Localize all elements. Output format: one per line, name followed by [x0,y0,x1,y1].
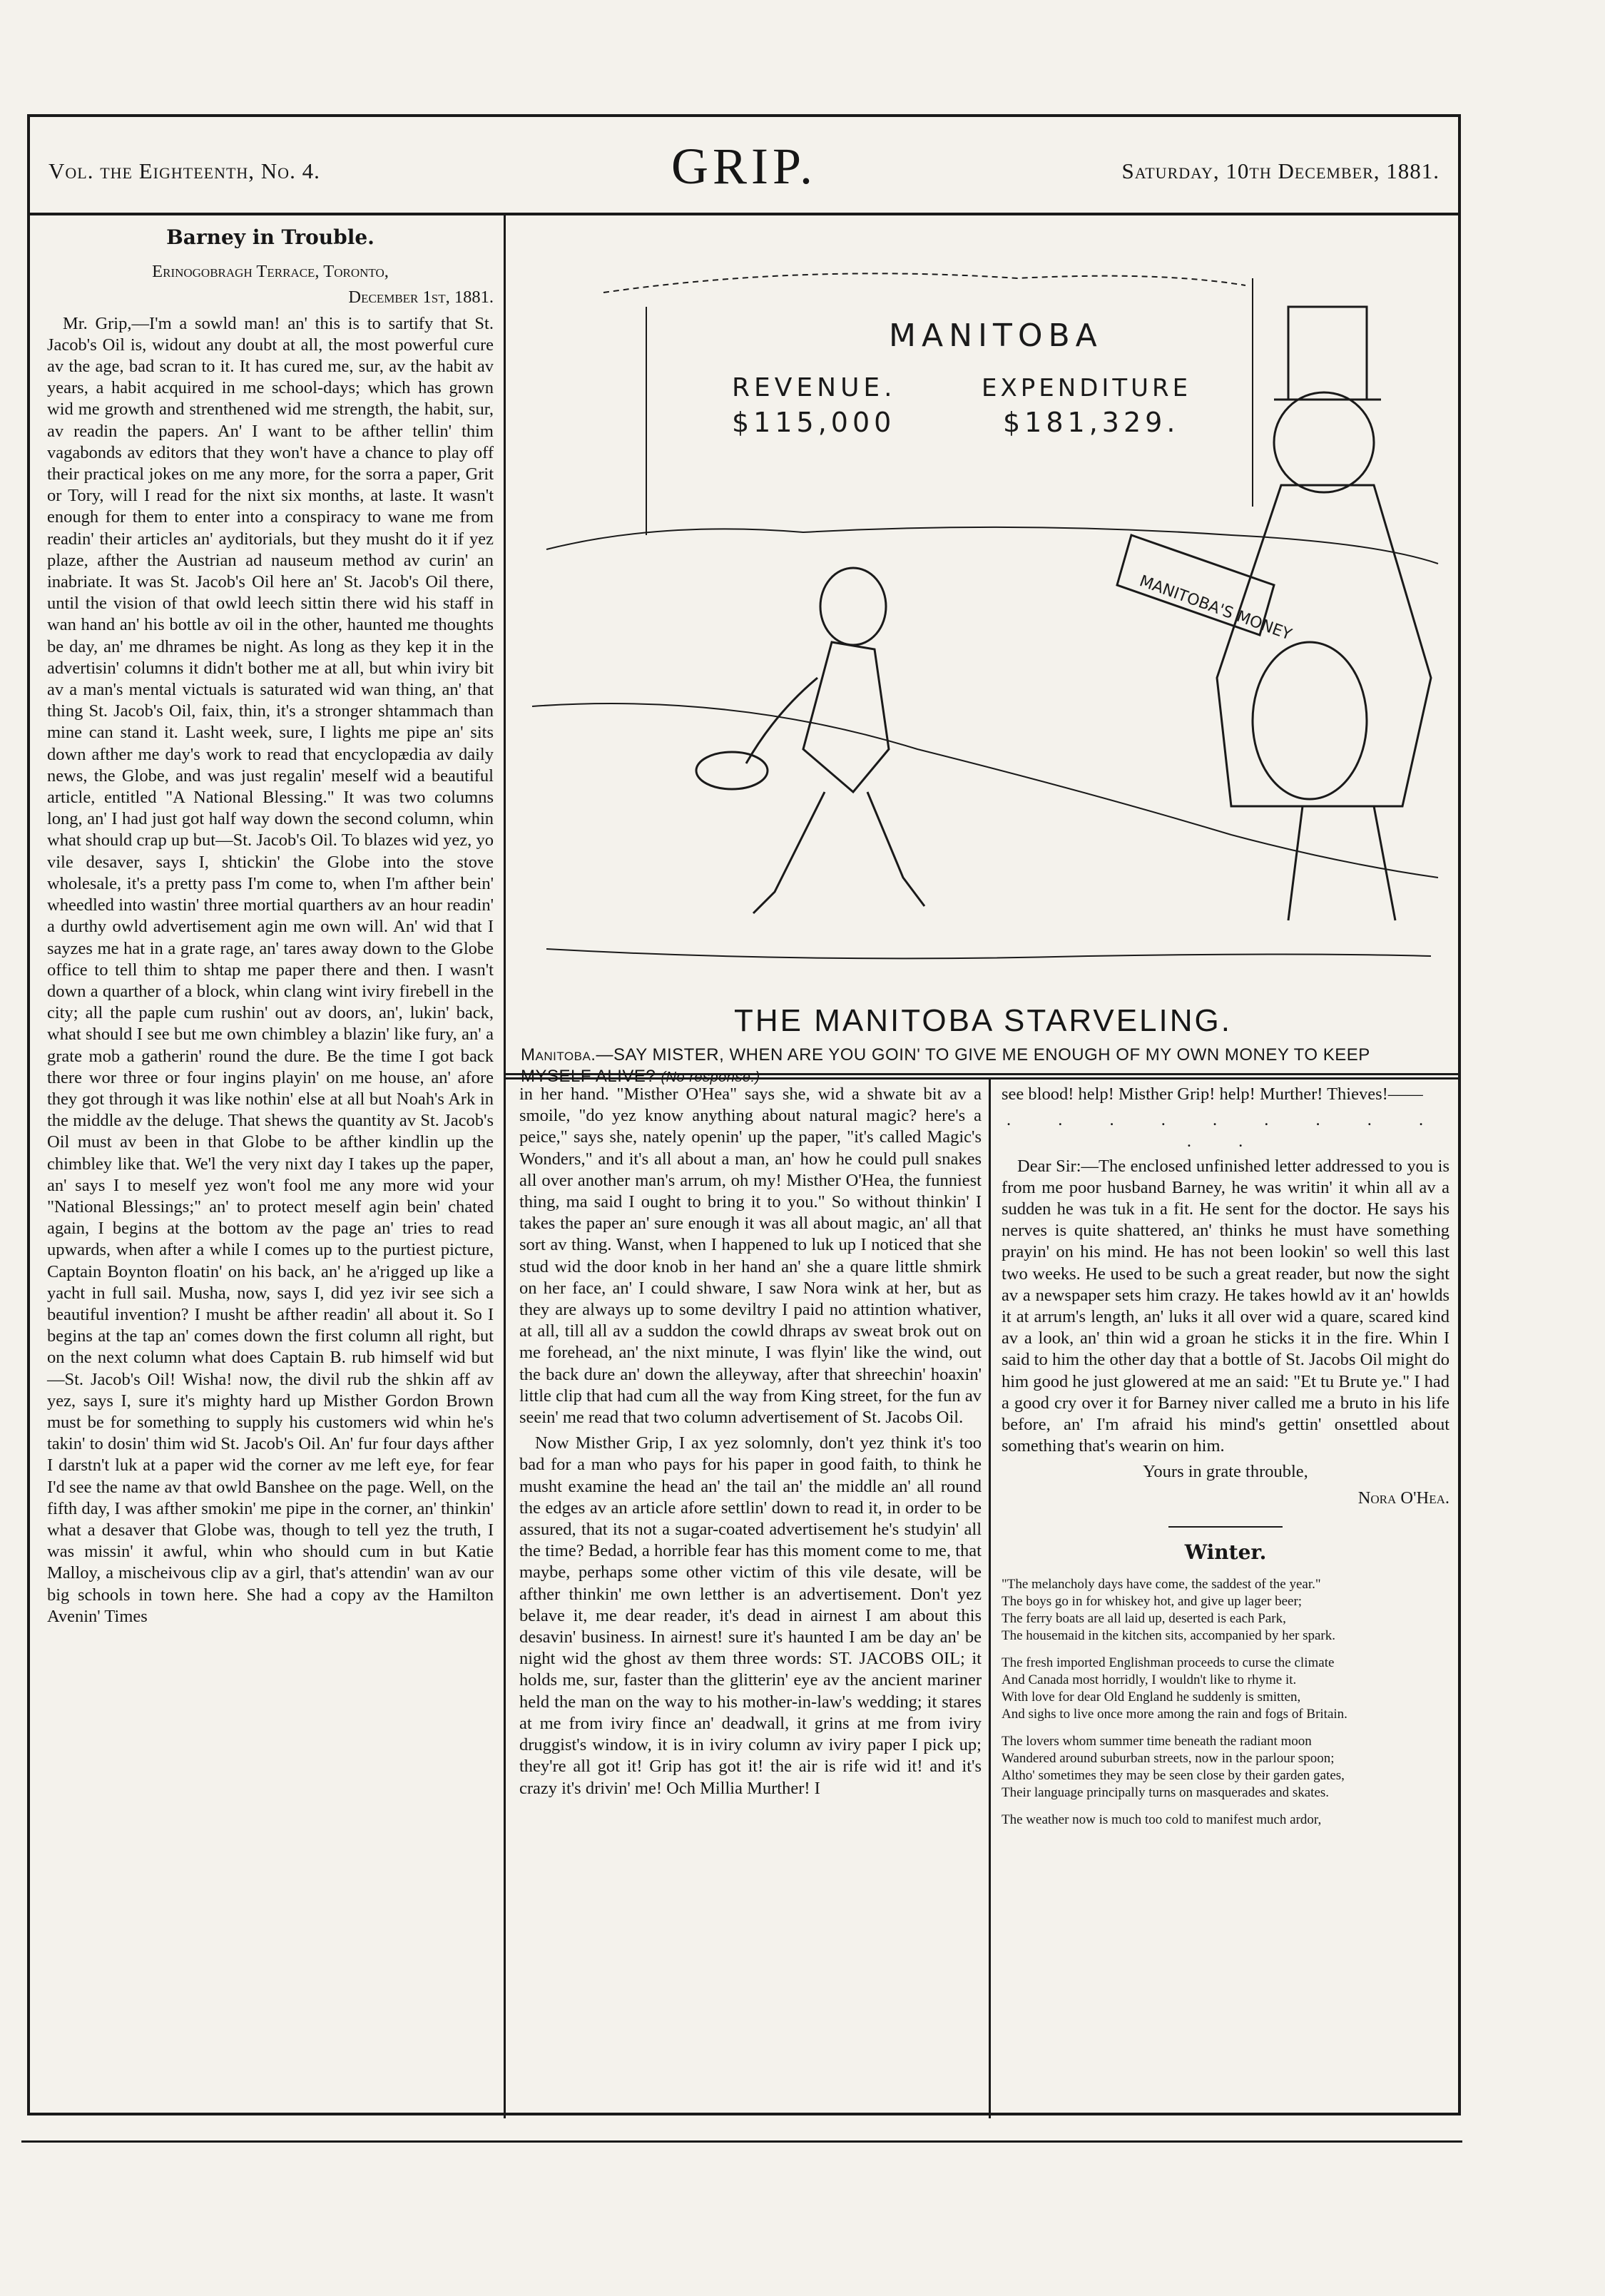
poem-stanza [1002,1576,1449,1645]
cartoon-caption [521,1045,1445,1088]
poem-line: The ferry boats are all laid up, deserted is each Park, [1002,1611,1286,1627]
poem-line: The fresh imported Englishman proceeds to curse the climate [1002,1655,1335,1671]
newspaper-title: GRIP. [671,138,817,195]
letter-signature: Nora O'Hea. [1357,1488,1449,1508]
poem-line: Their language principally turns on masquerades and skates. [1002,1785,1330,1801]
poem-line: With love for dear Old England he suddenly is smitten, [1002,1690,1301,1705]
revenue-label: REVENUE. [732,373,897,402]
revenue-value: $115,000 [732,407,896,438]
letter-paragraph: Dear Sir:—The enclosed unfinished letter addressed to you is from me poor husband Barney, he was writin' it whin all av a sudden he was tuk in a fit. He sent for the doctor. He says his nerves is quite shattered, an' thinks he must have something prayin' on his mind. He has not been lookin' so well this last two weeks. He used to be such a great reader, but now the sight av a newspaper sets him crazy. He takes howld av it an' howlds it at arrum's length, an' luks it all over wid a quare, scared kind av a look, an' thin wid a groan he sticks it in the fire. Whin I said to him the other day that a bottle of St. Jacobs Oil might do him good he just glowered at me an said: "Et tu Brute ye." I had a good cry over it for Barney niver called me a bruto in his life before, an' I'm afraid his mind's gettin' onsettled about something that's wearin on him. [1002,1156,1449,1456]
money-bag-label: MANITOBA'S MONEY [1136,572,1294,644]
poem-stanza [1002,1733,1449,1802]
article-column-2 [519,1084,982,1804]
article-column-1 [47,224,494,1632]
page-bottom-rule [21,2140,1462,2145]
issue-date: Saturday, 10th December, 1881. [1121,158,1440,183]
column-rule-2 [989,1077,991,2118]
column-rule-1 [504,213,506,2118]
expenditure-value: $181,329. [1003,407,1180,438]
caption-text: —SAY MISTER, WHEN ARE YOU GOIN' TO GIVE ME ENOUGH OF MY OWN MONEY TO KEEP MYSELF ALIVE? [521,1045,1370,1086]
poem-line: And Canada most horridly, I wouldn't like to rhyme it. [1002,1672,1297,1688]
cartoon-illustration [518,250,1448,989]
poem-body [1002,1576,1449,1829]
poem-stanza [1002,1655,1449,1723]
article-address: Erinogobragh Terrace, Toronto, [152,262,389,282]
poem-line: The boys go in for whiskey hot, and give up lager beer; [1002,1594,1303,1610]
letter-closing: Yours in grate throuble, [1143,1462,1308,1482]
sign-title: MANITOBA [889,318,1103,354]
volume-number: Vol. the Eighteenth, No. 4. [49,158,320,183]
ellipsis-divider: . . . . . . . . . . . [1006,1110,1445,1152]
cartoon-caption-title: THE MANITOBA STARVELING. [734,1003,1232,1038]
section-divider [1168,1526,1283,1528]
article-column-3 [1002,1084,1449,1839]
cartoon-drawing [518,250,1448,989]
poem-line: Wandered around suburban streets, now in the parlour spoon; [1002,1751,1335,1767]
article-paragraph: Mr. Grip,—I'm a sowld man! an' this is to sartify that St. Jacob's Oil is, widout any doubt at all, the most powerful cure av the age, bad scran to it. It has cured me, sur, av the habit av years, a habit acquired in me school-days; which has grown wid me growth and strenthened wid me strength, the habit, sur, av readin the papers. An' I want to be afther tellin' thim vagabonds av editors that they won't have a chance to play off their practical jokes on me any more, for the sorra a paper, Grit or Tory, will I read for the nixt six months, at laste. It wasn't enough for them to enter into a conspiracy to wane me from readin' their articles an' ayditorials, but they musht do it if yez plaze, afther the Austrian ad nauseum method av curin' an inabriate. It was St. Jacob's Oil here an' St. Jacob's Oil there, until the vision of that owld leech sittin there wid his staff in wan hand an' his bottle av oil in the other, haunted me thoughts be day, an' me dhrames be night. As long as they kep it in the advertisin' columns it didn't bother me at all, but whin iviry bit av a man's mental victuals is saturated wid wan thing, an' that thing St. Jacob's Oil, faix, thin, it's a stronger shtammach than mine can stand it. Lasht week, sure, I lights me pipe an' sits down afther me day's work to read that encyclopædia av daily news, the Globe, and was just regalin' meself wid a beautiful article, entitled "A National Blessing." It was two columns long, an' I had just got half way down the second column, whin what should crap up but—St. Jacob's Oil. To blazes wid yez, yo vile desaver, says I, shtickin' the Globe into the stove wholesale, it's a pretty pass I'm come to, when I'm afther bein' wheedled into wastin' three mortial quarthers av an hour readin' a durthy owld advertisement agin me own will. An' wid that I sayzes me hat in a grate rage, an' tares away down to the Globe office to tell thim to shtap me paper there and then. I wasn't down a quarther of a block, whin clang wint iviry firebell in the city; all the paple cum rushin' out av doors, an', lukin' back, what should I see but me own chimbley a blazin' like fury, an' a grate mob a gatherin' round the dure. Be the time I got back there wor three or four ingins playin' on me house, an' afore they got through it was like nothin' else at all but Noah's Ark in the middle av the deluge. That shews the quantity av St. Jacob's Oil must av been in that Globe to be afther kindlin up the chimbley like that. We'l the very nixt day I takes up the paper, an' says I to meself yez won't fool me any more wid your "National Blessings;" an' to protect meself agin bein' chated again, I begins at the bottom av the page an' tries to read upwards, when after a while I comes up to the purtiest picture, Captain Boynton floatin' on his back, an' he a'rigged up like a yacht in full sail. Musha, now, says I, did yez ivir see sich a beautiful invention? I musht be afther readin' all about it. So I begins at the tap an' comes down the first column all right, but on the next column what does Captain B. rub himself wid but—St. Jacob's Oil! Wisha! now, the divil rub the shkin aff av yez, says I, sure it's mighty hard up Misther Gordon Brown must be for something to supply his customers wid whin he's takin' to dosin' thim wid St. Jacob's Oil. An' fur four days afther I darstn't luk at a paper wid the corner av me left eye, for fear I'd see the name av that owld Banshee on the page. Well, on the fifth day, I was afther smokin' me pipe in the corner, an' thinkin' what a desaver that Globe was, though to tell yez the truth, I was missin' it awful, whin who should cum in but Katie Malloy, a mischeivous clip av a girl, that's attendin' wan av our big schools in town here. She had a copy av the Hamilton Avenin' Times [47,313,494,1626]
article-date: December 1st, 1881. [348,288,494,308]
masthead [30,117,1458,215]
caption-note: (No response.) [661,1070,760,1085]
poem-line: "The melancholy days have come, the saddest of the year." [1002,1577,1321,1593]
article-title: Barney in Trouble. [166,225,374,249]
expenditure-label: EXPENDITURE [982,374,1192,402]
poem-line: The lovers whom summer time beneath the radiant moon [1002,1734,1312,1749]
caption-speaker: Manitoba. [521,1045,596,1065]
article-paragraph: Now Misther Grip, I ax yez solomnly, don't yez think it's too bad for a man who pays for his paper in good faith, to think he musht examine the head an' the tail an' the middle an' all round the edges av an article afore settlin' down to read it, in order to be assured, that its not a sugar-coated advertisement he's studyin' all the time? Bedad, a horrible fear has this moment come to me, that maybe, perhaps some other victim of this vile desate, will be afther thinkin' me own letther is an advertisement. Don't yez belave it, me dear reader, it's dead in airnest I am about this desavin' business. In airnest! sure it's haunted I am be day an' be night wid the ghost av them three words: ST. JACOBS OIL; it holds me, sur, faster than the glitterin' eye av the ancient mariner held the man on the way to his mother-in-law's wedding; it stares at me from iviry fince an' deadwall, it grins at me from iviry druggist's window, it is in iviry column av iviry paper I pick up; they're all got it! Grip has got it! the air is rife wid it! and it's crazy it's drivin' me! Och Millia Murther! I [519,1433,982,1798]
newspaper-page [27,114,1461,2115]
poem-line: Altho' sometimes they may be seen close by their garden gates, [1002,1768,1345,1784]
poem-line: The housemaid in the kitchen sits, accompanied by her spark. [1002,1628,1336,1644]
article-paragraph: see blood! help! Misther Grip! help! Murther! Thieves!—— [1002,1084,1423,1104]
poem-line: And sighs to live once more among the rain and fogs of Britain. [1002,1707,1347,1722]
poem-title: Winter. [1184,1540,1267,1564]
article-paragraph: in her hand. "Misther O'Hea" says she, wid a shwate bit av a smoile, "do yez know anything about natural magic? here's a peice," says she, nately openin' up the paper, "it's called Magic's Wonders," and it's all about a man, an' how he could pull snakes all over another man's arrum, oh my! Misther O'Hea, the funniest thing, ma said I ought to bring it to you." So without thinkin' I takes the paper an' sure enough it was all about magic, an' all that sort av thing. Wanst, when I happened to luk up I noticed that she stud wid the door knob in her hand an' she a quare little shmirk on her face, an' I could shware, I saw Nora wink at her, but as they are always up to some deviltry I paid no attintion whativer, at all, till all av a suddon the cowld dhraps av sweat brok out on me forehead, an' the nixt minute, I was flyin' like the wind, out the back dure an' down the alleyway, after that shreechin' hoaxin' little clip that had cum all the way from King street, for the fun av seein' me read that two column advertisement of St. Jacobs Oil. [519,1084,982,1428]
poem-line: The weather now is much too cold to manifest much ardor, [1002,1812,1322,1828]
poem-stanza [1002,1812,1449,1829]
